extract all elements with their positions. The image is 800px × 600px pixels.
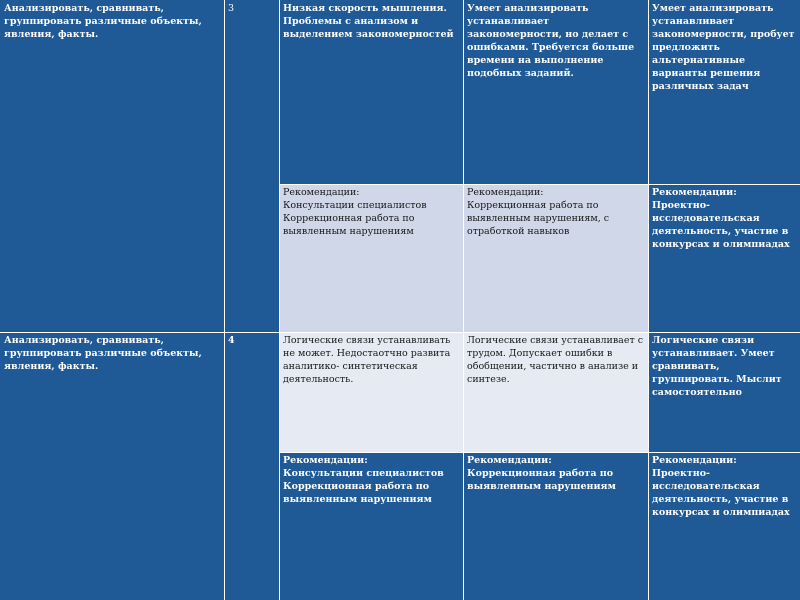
rec-mid-text: Рекомендации: Коррекционная работа по выявленным нарушениям xyxy=(467,455,616,492)
score-text: 4 xyxy=(228,335,235,346)
rec-low-text: Рекомендации: Консультации специалистов Коррекционная работа по выявленным нарушениям xyxy=(283,455,444,505)
rec-low-text: Рекомендации: Консультации специалистов Коррекционная работа по выявленным нарушениям xyxy=(283,187,427,237)
low-level-text: Логические связи устанавливать не может. Недостаотчно развита аналитико- синтетическая деятельность. xyxy=(283,335,451,385)
rec-high-text: Рекомендации: Проектно-исследовательская деятельность, участие в конкурсах и олимпиадах xyxy=(652,455,790,518)
skill-text: Анализировать, сравнивать, группировать различные объекты, явления, факты. xyxy=(4,3,202,40)
high-level-text: Логические связи устанавливает. Умеет сравнивать, группировать. Мыслит самостоятельно xyxy=(652,335,782,398)
rec-mid-cell-1 xyxy=(463,184,648,332)
score-text: 3 xyxy=(228,3,235,14)
score-cell-1 xyxy=(224,0,279,332)
mid-level-cell-1 xyxy=(463,0,648,184)
high-level-cell-1 xyxy=(648,0,800,184)
rec-mid-text: Рекомендации: Коррекционная работа по выявленным нарушениям, с отработкой навыков xyxy=(467,187,610,237)
mid-level-text: Умеет анализировать устанавливает закономерности, но делает с ошибками. Требуется больше времени на выполнение подобных заданий. xyxy=(467,3,635,79)
skill-cell-2 xyxy=(0,332,224,600)
rec-high-cell-2 xyxy=(648,452,800,600)
rec-high-text: Рекомендации: Проектно-исследовательская деятельность, участие в конкурсах и олимпиадах xyxy=(652,187,790,250)
rec-low-cell-2 xyxy=(279,452,463,600)
skill-text: Анализировать, сравнивать, группировать различные объекты, явления, факты. xyxy=(4,335,202,372)
high-level-cell-2 xyxy=(648,332,800,452)
low-level-cell-2 xyxy=(279,332,463,452)
mid-level-cell-2 xyxy=(463,332,648,452)
skill-cell-1 xyxy=(0,0,224,332)
mid-level-text: Логические связи устанавливает с трудом. Допускает ошибки в обобщении, частично в анализе и синтезе. xyxy=(467,335,644,385)
low-level-cell-1 xyxy=(279,0,463,184)
rec-low-cell-1 xyxy=(279,184,463,332)
score-cell-2 xyxy=(224,332,279,600)
rec-high-cell-1 xyxy=(648,184,800,332)
rec-mid-cell-2 xyxy=(463,452,648,600)
high-level-text: Умеет анализировать устанавливает закономерности, пробует предложить альтернативные варианты решения различных задач xyxy=(652,3,795,92)
low-level-text: Низкая скорость мышления. Проблемы с анализом и выделением закономерностей xyxy=(283,3,454,40)
